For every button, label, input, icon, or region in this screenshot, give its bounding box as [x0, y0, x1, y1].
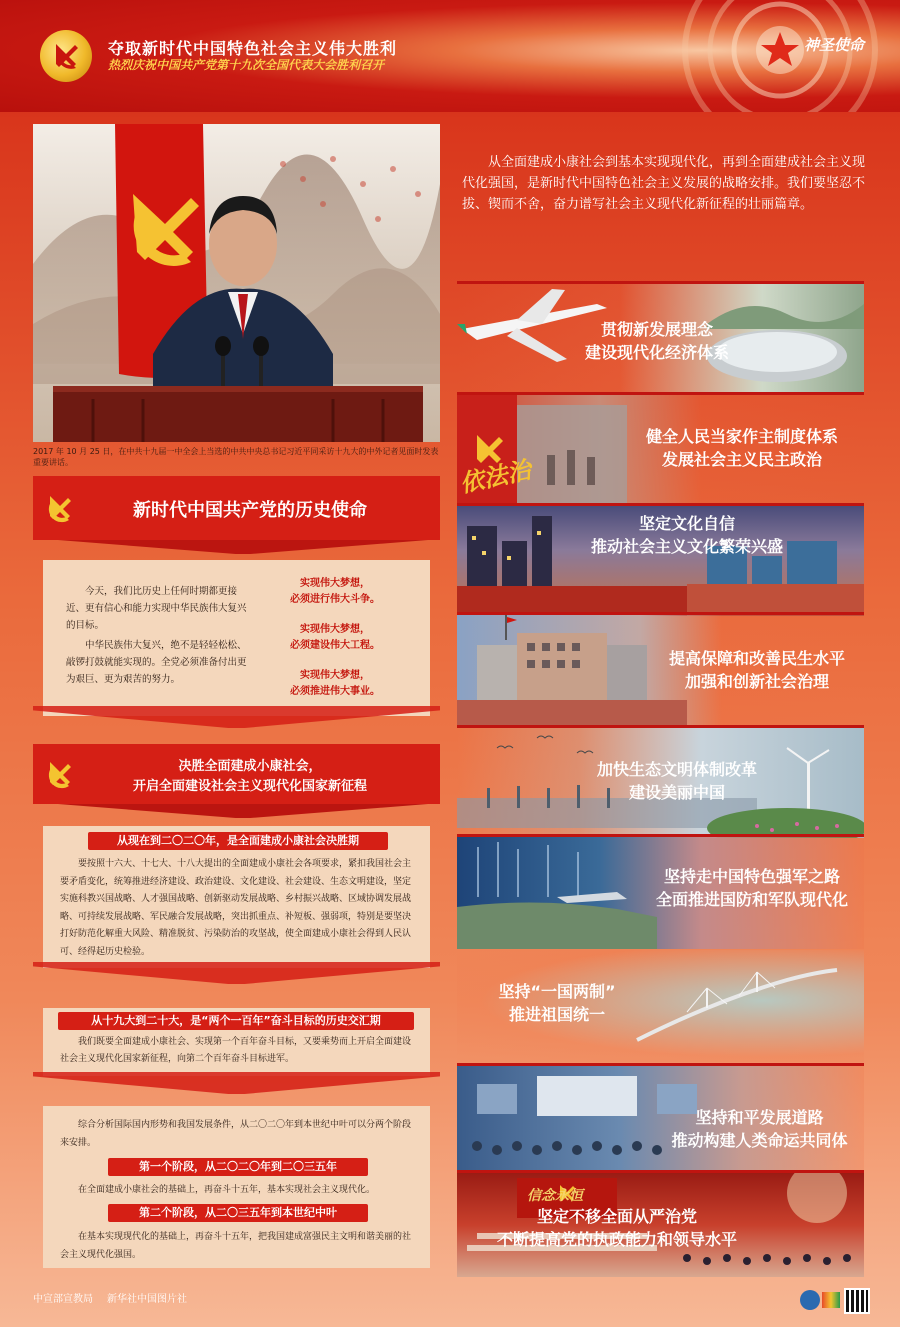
leader-speech-photo	[33, 124, 440, 442]
mission-slogans	[270, 576, 400, 700]
strip-ecology-text	[577, 758, 777, 804]
mission-panel-arrow	[33, 706, 440, 728]
great-hall-ceiling-decoration	[600, 0, 900, 112]
mission-title: 新时代中国共产党的历史使命	[133, 500, 367, 521]
block-1-text: 要按照十六大、十七大、十八大提出的全面建成小康社会各项要求，紧扣我国社会主要矛盾变化，统筹推进经济建设、政治建设、文化建设、社会建设、生态文明建设，坚定实施科教兴国战略、人才强国战略、创新驱动发展战略、乡村振兴战略、区域协调发展战略、可持续发展战略、军民融合发展战略，突出抓重点、补短板、强弱项，特别是要坚决打好防范化解重大风险、精准脱贫、污染防治的攻坚战，使全面建成小康社会得到人民认可、经得起历史检验。	[60, 859, 412, 957]
slogan-line: 实现伟大梦想，	[300, 624, 370, 635]
strip-peace	[457, 1066, 864, 1170]
strip-line2: 加强和创新社会治理	[684, 672, 829, 691]
strip-line1: 坚持“一国两制”	[498, 982, 616, 1001]
strip-military	[457, 837, 864, 949]
strip-line2: 建设现代化经济体系	[584, 343, 729, 362]
slogan-line: 必须建设伟大工程。	[290, 640, 380, 651]
strip-line2: 全面推进国防和军队现代化	[655, 890, 848, 909]
block-2-text: 我们既要全面建成小康社会、实现第一个百年奋斗目标，又要乘势而上开启全面建设社会主义现代化国家新征程，向第二个百年奋斗目标进军。	[60, 1037, 412, 1064]
strip-line2: 推进祖国统一	[508, 1005, 605, 1024]
photo-caption: 2017 年 10 月 25 日，在中共十九届一中全会上当选的中共中央总书记习近平同采访十九大的中外记者见面时发表重要讲话。	[33, 447, 439, 467]
strip-reunification-text	[477, 980, 637, 1026]
strip-line1: 坚持走中国特色强军之路	[663, 867, 840, 886]
publisher-name: 中宣部宣教局	[33, 1294, 93, 1305]
strip-economy-text	[577, 318, 737, 364]
slogan-line: 必须进行伟大斗争。	[290, 594, 380, 605]
strip-democracy	[457, 395, 864, 505]
strip-governance-text	[467, 1205, 767, 1251]
block-1-heading: 从现在到二〇二〇年，是全面建成小康社会决胜期	[88, 832, 388, 850]
strip-line1: 加快生态文明体制改革	[596, 760, 757, 779]
footer-publishers	[33, 1290, 187, 1305]
qr-code-icon	[844, 1288, 870, 1314]
strip-livelihood	[457, 615, 864, 725]
partner-logo-icon	[822, 1292, 840, 1308]
journey-title-line1: 决胜全面建成小康社会，	[178, 759, 322, 774]
strip-line1: 贯彻新发展理念	[600, 320, 713, 339]
intro-paragraph: 从全面建成小康社会到基本实现现代化，再到全面建成社会主义现代化强国，是新时代中国特色社会主义发展的战略安排。我们要坚忍不拔、锲而不舍，奋力谱写社会主义现代化新征程的壮丽篇章。	[462, 155, 866, 212]
block-1-arrow	[33, 962, 440, 984]
slogan-line: 实现伟大梦想，	[300, 578, 370, 589]
mission-para-1: 今天，我们比历史上任何时期都更接近、更有信心和能力实现中华民族伟大复兴的目标。	[66, 586, 247, 631]
strip-ecology	[457, 728, 864, 838]
stage-1-text: 在全面建成小康社会的基础上，再奋斗十五年，基本实现社会主义现代化。	[78, 1185, 376, 1195]
strip-democracy-text	[607, 425, 864, 471]
strip-culture	[457, 506, 864, 616]
journey-title	[80, 757, 420, 797]
strip-line2: 发展社会主义民主政治	[661, 450, 822, 469]
xinhua-logo-icon	[800, 1290, 820, 1310]
strip-economy	[457, 284, 864, 394]
strip-reunification	[457, 950, 864, 1062]
strip-line2: 推动社会主义文化繁荣兴盛	[590, 537, 783, 556]
strip-line1: 坚持和平发展道路	[695, 1108, 824, 1127]
party-emblem-icon	[40, 30, 92, 82]
journey-title-line2: 开启全面建设社会主义现代化国家新征程	[132, 779, 367, 794]
strip-culture-text	[557, 512, 817, 558]
slogan-line: 实现伟大梦想，	[300, 670, 370, 681]
strip-line2: 建设美丽中国	[628, 783, 725, 802]
section-tag: 神圣使命	[803, 36, 864, 54]
strip-line1: 健全人民当家作主制度体系	[645, 427, 838, 446]
stage-2-text: 在基本实现现代化的基础上，再奋斗十五年，把我国建成富强民主文明和谐美丽的社会主义现代化强国。	[60, 1232, 412, 1260]
publisher-name: 新华社中国图片社	[107, 1294, 187, 1305]
strip-line2: 推动构建人类命运共同体	[671, 1131, 848, 1150]
strip-line1: 坚定不移全面从严治党	[536, 1207, 697, 1226]
block-2-heading: 从十九大到二十大，是“两个一百年”奋斗目标的历史交汇期	[58, 1012, 414, 1030]
strip-peace-text	[647, 1106, 864, 1152]
mission-banner-arrow	[58, 540, 428, 554]
stage-2-heading: 第二个阶段，从二〇三五年到本世纪中叶	[108, 1204, 368, 1222]
strip-line1: 坚定文化自信	[638, 514, 735, 533]
hammer-sickle-icon	[42, 490, 78, 526]
court-banner-text: 依法治	[457, 455, 534, 499]
page-subtitle: 热烈庆祝中国共产党第十九次全国代表大会胜利召开	[108, 58, 385, 72]
block-2-arrow	[33, 1072, 440, 1094]
strip-military-text	[627, 865, 864, 911]
strip-governance	[457, 1173, 864, 1277]
strip-livelihood-text	[647, 647, 864, 693]
journey-banner-arrow	[58, 804, 428, 818]
strip-line2: 不断提高党的执政能力和领导水平	[496, 1230, 737, 1249]
stage-1-heading: 第一个阶段，从二〇二〇年到二〇三五年	[108, 1158, 368, 1176]
strip-line1: 提高保障和改善民生水平	[668, 649, 845, 668]
slogan-line: 必须推进伟大事业。	[290, 686, 380, 697]
mission-para-2: 中华民族伟大复兴，绝不是轻轻松松、敲锣打鼓就能实现的。全党必须准备付出更为艰巨、更为艰苦的努力。	[66, 640, 247, 685]
hammer-sickle-icon	[42, 756, 78, 792]
page-title: 夺取新时代中国特色社会主义伟大胜利	[108, 39, 398, 58]
mural-text: 信念永恒	[527, 1188, 583, 1204]
block-3-intro: 综合分析国际国内形势和我国发展条件，从二〇二〇年到本世纪中叶可以分两个阶段来安排。	[60, 1120, 412, 1148]
